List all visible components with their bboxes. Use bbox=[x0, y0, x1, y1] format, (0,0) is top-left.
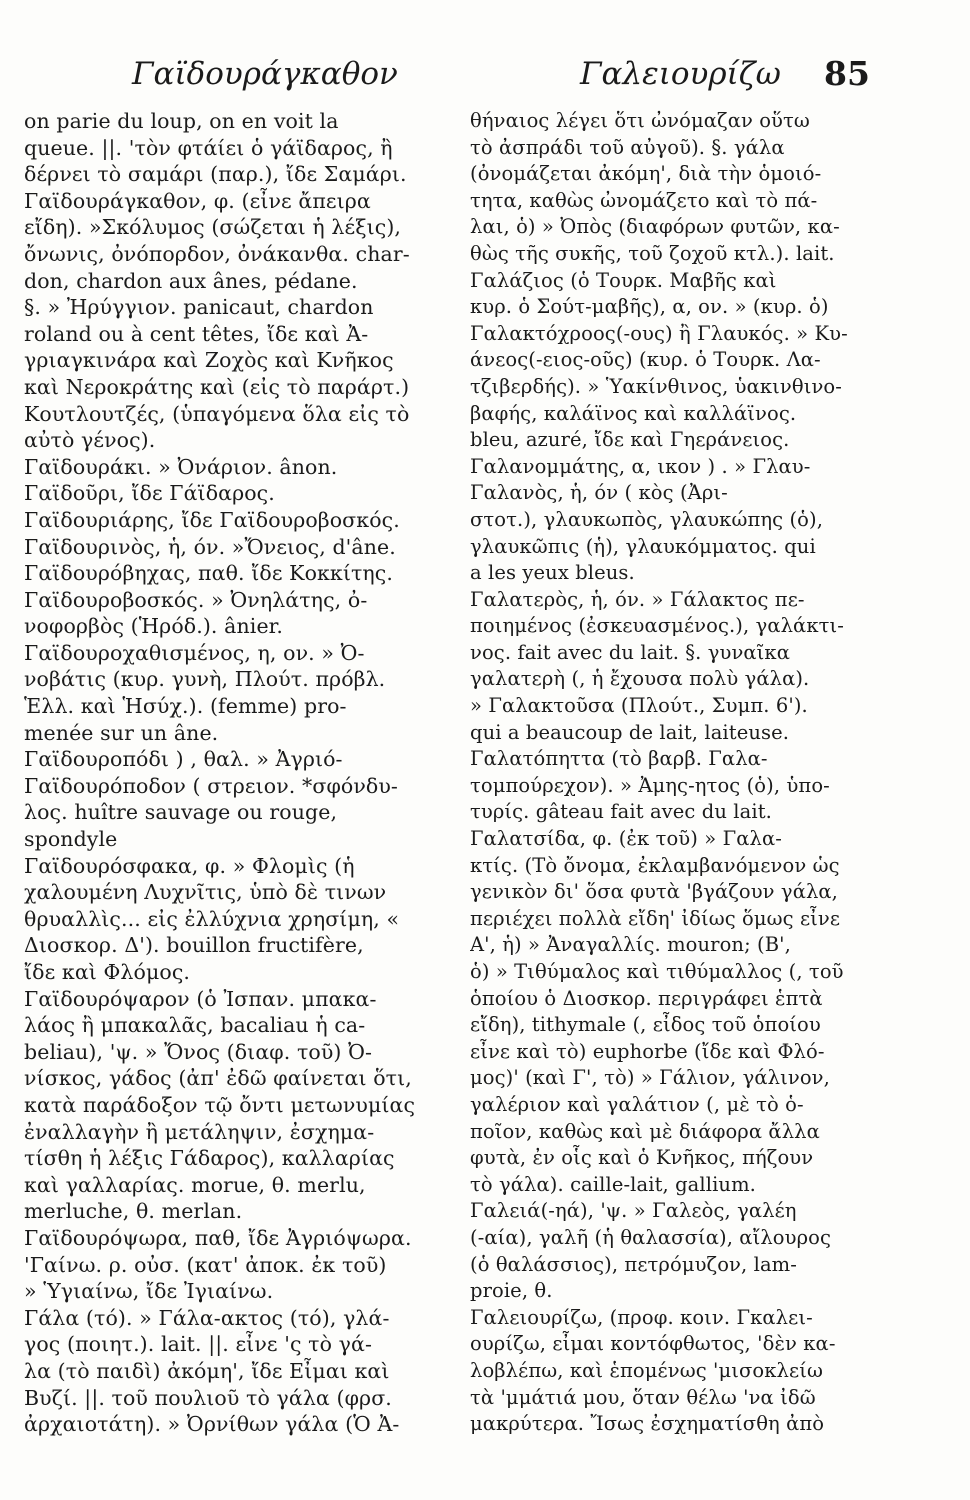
text-line: κτίς. (Τὸ ὄνομα, ἐκλαμβανόμενον ὡς bbox=[470, 853, 840, 877]
text-line: queue. ||. 'τὸν φτάίει ὁ γάϊδαρος, ἢ bbox=[24, 135, 393, 160]
text-line: ἐναλλαγὴν ἢ μετάληψιν, ἐσχημα- bbox=[24, 1119, 375, 1144]
text-line: » Γαλακτοῦσα (Πλούτ., Συμπ. 6'). bbox=[470, 694, 808, 718]
text-line: περιέχει πολλὰ εἴδη' ἰδίως ὅμως εἶνε bbox=[470, 906, 841, 930]
text-line: Κουτλουτζές, (ὑπαγόμενα ὅλα εἰς τὸ bbox=[24, 401, 410, 426]
text-line: ὁποίου ὁ Διοσκορ. περιγράφει ἑπτὰ bbox=[470, 986, 823, 1010]
text-line: Γαϊδουριάρης, ἴδε Γαϊδουροβοσκός. bbox=[24, 507, 400, 532]
text-line: μος)' (καὶ Γ', τὸ) » Γάλιον, γάλινον, bbox=[470, 1066, 830, 1090]
text-line: Γαλατσίδα, φ. (ἐκ τοῦ) » Γαλα- bbox=[470, 827, 782, 851]
text-line: γλαυκῶπις (ἡ), γλαυκόμματος. qui bbox=[470, 534, 816, 558]
text-line: ἴδε καὶ Φλόμος. bbox=[24, 960, 191, 984]
text-line: φυτὰ, ἐν οἷς καὶ ὁ Κνῆκος, πήζουν bbox=[470, 1146, 814, 1170]
text-line: ὄνωνις, ὀνόπορδον, ὀνάκανθα. char- bbox=[24, 241, 410, 266]
text-line: Γαλάζιος (ὁ Τουρκ. Μαβῆς καὶ bbox=[470, 268, 777, 292]
text-line: proie, θ. bbox=[470, 1279, 553, 1303]
text-line: Α', ἡ) » Ἀναγαλλίς. mouron; (Β', bbox=[470, 933, 791, 957]
text-line: Γάλα (τό). » Γάλα-ακτος (τό), γλά- bbox=[24, 1305, 390, 1330]
text-line: on parie du loup, on en voit la bbox=[24, 109, 339, 133]
text-line: don, chardon aux ânes, pédane. bbox=[24, 268, 358, 293]
left-column bbox=[24, 108, 444, 1438]
text-line: τομπούρεχον). » Ἀμης-ητος (ὁ), ὑπο- bbox=[470, 773, 830, 797]
text-line: άνεος(-ειος-οῦς) (κυρ. ὁ Τουρκ. Λα- bbox=[470, 348, 821, 372]
text-line: Γαϊδουρόσφακα, φ. » Φλομὶς (ἡ bbox=[24, 853, 355, 878]
text-line: Γαϊδουρόβηχας, παθ. ἴδε Κοκκίτης. bbox=[24, 561, 394, 586]
text-line: μακρύτερα. Ἴσως ἐσχηματίσθη ἀπὸ bbox=[470, 1412, 825, 1436]
text-line: » Ὑγιαίνω, ἴδε Ἰγιαίνω. bbox=[24, 1279, 274, 1304]
text-line: Γαϊδουρόψαρον (ὁ Ἰσπαν. μπακα- bbox=[24, 986, 377, 1011]
text-line: γριαγκινάρα καὶ Ζοχὸς καὶ Κνῆκος bbox=[24, 348, 394, 373]
text-line: spondyle bbox=[24, 827, 118, 852]
text-line: Γαϊδουροχαθισμένος, η, ον. » Ὀ- bbox=[24, 640, 365, 665]
header-right-word: Γαλειουρίζω bbox=[580, 56, 781, 92]
text-line: νος. fait avec du lait. §. γυναῖκα bbox=[470, 640, 790, 664]
text-line: θρυαλλὶς... εἰς ἐλλύχνια χρησίμη, « bbox=[24, 906, 400, 931]
text-line: ποῖον, καθὼς καὶ μὲ διάφορα ἄλλα bbox=[470, 1119, 820, 1143]
text-line: νοφορβὸς (Ἡρόδ.). ânier. bbox=[24, 614, 283, 639]
text-line: Διοσκορ. Δ'). bouillon fructifère, bbox=[24, 933, 364, 958]
text-line: (ὁ θαλάσσιος), πετρόμυζον, lam- bbox=[470, 1252, 797, 1276]
text-line: βαφής, καλάϊνος καὶ καλλάϊνος. bbox=[470, 401, 797, 425]
text-line: τυρίς. gâteau fait avec du lait. bbox=[470, 800, 772, 824]
text-line: (ὀνομάζεται ἀκόμη', διὰ τὴν ὁμοιό- bbox=[470, 162, 822, 186]
text-line: Γαλατόπηττα (τὸ βαρβ. Γαλα- bbox=[470, 747, 768, 771]
text-line: θὼς τῆς συκῆς, τοῦ ζοχοῦ κτλ.). lait. bbox=[470, 241, 835, 265]
text-line: τὸ ἀσπράδι τοῦ αὐγοῦ). §. γάλα bbox=[470, 135, 785, 159]
text-line: §. » Ἠρύγγιον. panicaut, chardon bbox=[24, 295, 374, 320]
text-line: νοβάτις (κυρ. γυνὴ, Πλούτ. πρόβλ. bbox=[24, 667, 386, 692]
text-line: κατὰ παράδοξον τῷ ὄντι μετωνυμίας bbox=[24, 1092, 416, 1117]
text-line: γος (ποιητ.). lait. ||. εἶνε 'ς τὸ γά- bbox=[24, 1332, 372, 1357]
text-line: Γαλατερὸς, ἡ, όν. » Γάλακτος πε- bbox=[470, 587, 805, 611]
text-line: Γαϊδουροπόδι ) , θαλ. » Ἀγριό- bbox=[24, 747, 343, 772]
text-line: λος. huître sauvage ou rouge, bbox=[24, 800, 338, 825]
text-line: Γαλανομμάτης, α, ικον ) . » Γλαυ- bbox=[470, 454, 811, 478]
text-line: τζιβερδής). » Ὑακίνθινος, ὑακινθινο- bbox=[470, 374, 842, 398]
text-line: λα (τὸ παιδὶ) ἀκόμη', ἴδε Εἶμαι καὶ bbox=[24, 1358, 390, 1383]
text-line: Γαϊδουράγκαθον, φ. (εἶνε ἄπειρα bbox=[24, 188, 371, 213]
text-line: Γαϊδουρινὸς, ἡ, όν. »Ὄνειος, d'âne. bbox=[24, 534, 396, 559]
text-line: Γαλειά(-ηά), 'ψ. » Γαλεὸς, γαλέη bbox=[470, 1199, 797, 1223]
text-line: καὶ γαλλαρίας. morue, θ. merlu, bbox=[24, 1172, 366, 1197]
page-number: 85 bbox=[824, 54, 870, 93]
text-line: qui a beaucoup de lait, laiteuse. bbox=[470, 720, 790, 744]
text-line: Γαϊδουροβοσκός. » Ὀνηλάτης, ὀ- bbox=[24, 587, 368, 612]
text-line: 'Γαίνω. ρ. οὐσ. (κατ' ἀποκ. ἐκ τοῦ) bbox=[24, 1252, 387, 1277]
text-line: τητα, καθὼς ὠνομάζετο καὶ τὸ πά- bbox=[470, 188, 818, 212]
text-line: γαλέριον καὶ γαλάτιον (, μὲ τὸ ὁ- bbox=[470, 1092, 804, 1116]
text-line: bleu, azuré, ἴδε καὶ Γηεράνειος. bbox=[470, 428, 790, 452]
right-column bbox=[470, 108, 854, 1438]
text-line: θήναιος λέγει ὅτι ὠνόμαζαν οὕτω bbox=[470, 109, 810, 132]
text-line: εἴδη), tithymale (, εἶδος τοῦ ὁποίου bbox=[470, 1013, 821, 1037]
text-line: χαλουμένη Λυχνῖτις, ὑπὸ δὲ τινων bbox=[24, 880, 387, 905]
text-line: Βυζί. ||. τοῦ πουλιοῦ τὸ γάλα (φρσ. bbox=[24, 1385, 392, 1410]
text-line: γενικὸν δι' ὅσα φυτὰ 'βγάζουν γάλα, bbox=[470, 880, 838, 904]
text-line: a les yeux bleus. bbox=[470, 561, 635, 585]
text-line: roland ou à cent têtes, ἴδε καὶ Ἀ- bbox=[24, 321, 369, 346]
text-line: λάος ἢ μπακαλᾶς, bacaliau ἡ ca- bbox=[24, 1013, 366, 1038]
text-line: Γαϊδουράκι. » Ὀνάριον. ânon. bbox=[24, 454, 338, 479]
text-line: Γαϊδουρόποδον ( στρειον. *σφόνδυ- bbox=[24, 773, 398, 798]
running-header bbox=[0, 52, 970, 102]
text-line: Γαϊδουρόψωρα, παθ, ἴδε Ἀγριόψωρα. bbox=[24, 1225, 412, 1250]
text-line: εἶνε καὶ τὸ) euphorbe (ἴδε καὶ Φλό- bbox=[470, 1039, 825, 1063]
text-line: Ἑλλ. καὶ Ἡσύχ.). (femme) pro- bbox=[24, 694, 347, 719]
text-line: αὐτὸ γένος). bbox=[24, 428, 156, 453]
text-line: λαι, ὁ) » Ὀπὸς (διαφόρων φυτῶν, κα- bbox=[470, 215, 840, 239]
text-line: menée sur un âne. bbox=[24, 720, 219, 745]
text-line: ουρίζω, εἶμαι κοντόφθωτος, 'δὲν κα- bbox=[470, 1332, 836, 1356]
text-line: στοτ.), γλαυκωπὸς, γλαυκώπης (ὁ), bbox=[470, 507, 824, 531]
text-line: merluche, θ. merlan. bbox=[24, 1199, 243, 1224]
text-line: Γαλακτόχροος(-ους) ἢ Γλαυκός. » Κυ- bbox=[470, 321, 848, 345]
text-line: καὶ Νεροκράτης καὶ (εἰς τὸ παράρτ.) bbox=[24, 374, 410, 399]
header-left-word: Γαϊδουράγκαθον bbox=[132, 56, 398, 92]
text-line: τὸ γάλα). caille-lait, gallium. bbox=[470, 1172, 756, 1196]
text-line: Γαλανὸς, ἡ, όν ( κὸς (Ἀρι- bbox=[470, 481, 728, 505]
text-line: εἴδη). »Σκόλυμος (σώζεται ἡ λέξις), bbox=[24, 215, 402, 240]
text-line: δέρνει τὸ σαμάρι (παρ.), ἴδε Σαμάρι. bbox=[24, 162, 407, 187]
text-line: Γαλειουρίζω, (προφ. κοιν. Γκαλει- bbox=[470, 1305, 813, 1329]
text-line: ποιημένος (ἐσκευασμένος.), γαλάκτι- bbox=[470, 614, 844, 638]
text-line: beliau), 'ψ. » Ὄνος (διαφ. τοῦ) Ὀ- bbox=[24, 1039, 373, 1064]
text-line: λοβλέπω, καὶ ἑπομένως 'μισοκλείω bbox=[470, 1358, 823, 1382]
text-line: ὁ) » Τιθύμαλος καὶ τιθύμαλλος (, τοῦ bbox=[470, 960, 844, 983]
text-line: τὰ 'μμάτιά μου, ὅταν θέλω 'να ἰδῶ bbox=[470, 1385, 816, 1409]
text-line: κυρ. ὁ Σούτ-μαβῆς), α, ον. » (κυρ. ὁ) bbox=[470, 295, 829, 319]
text-line: (-αία), γαλῆ (ἡ θαλασσία), αἴλουρος bbox=[470, 1225, 832, 1249]
text-line: Γαϊδοῦρι, ἴδε Γάϊδαρος. bbox=[24, 481, 275, 506]
text-line: νίσκος, γάδος (ἀπ' ἐδῶ φαίνεται ὅτι, bbox=[24, 1066, 412, 1091]
text-line: ἀρχαιοτάτη). » Ὀρνίθων γάλα (Ὁ Ἀ- bbox=[24, 1412, 400, 1437]
text-line: γαλατερὴ (, ἡ ἔχουσα πολὺ γάλα). bbox=[470, 667, 810, 691]
text-line: τίσθη ἡ λέξις Γάδαρος), καλλαρίας bbox=[24, 1146, 395, 1171]
